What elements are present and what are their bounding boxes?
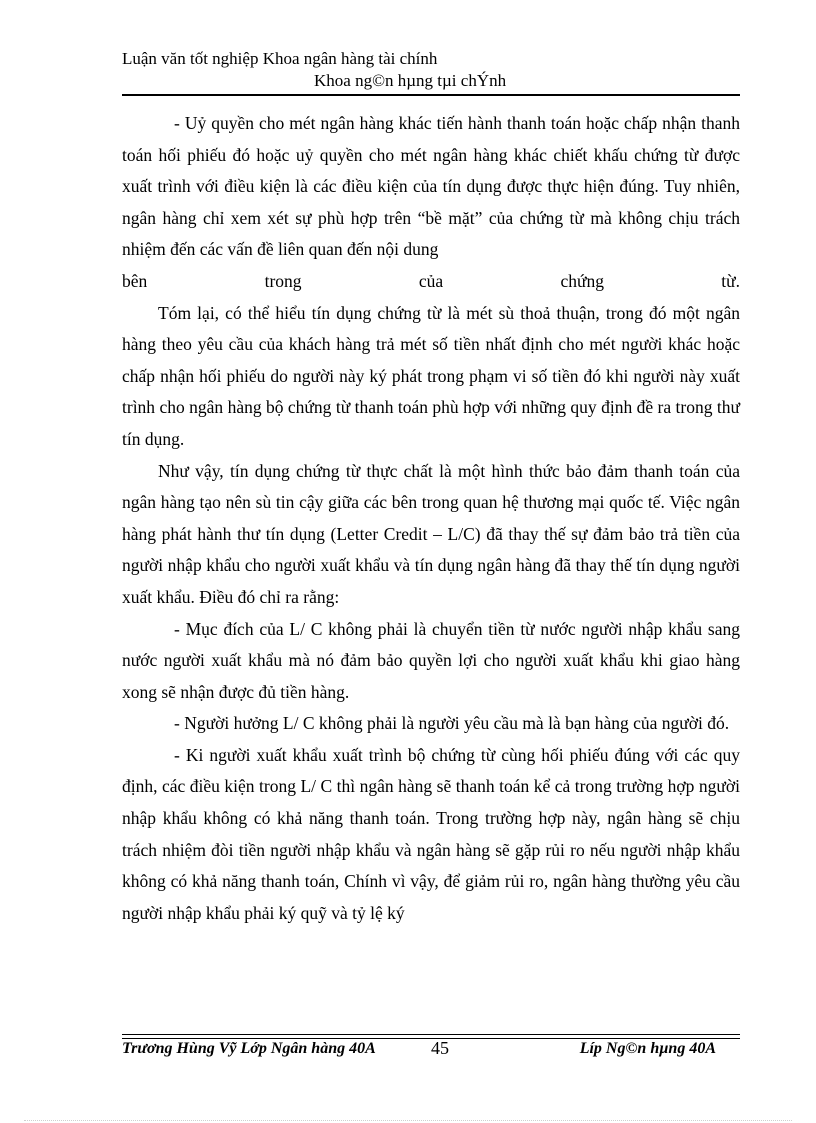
header-divider (122, 94, 740, 96)
page-footer (122, 1040, 740, 1064)
paragraph: Như vậy, tín dụng chứng từ thực chất là một hình thức bảo đảm thanh toán của ngân hàng tạo nên sù tin cậy giữa các bên trong quan hệ thương mại quốc tế. Việc ngân hàng phát hành thư tín dụng (Letter Credit – L/C) đã thay thế sự đảm bảo trả tiền của người nhập khẩu cho người xuất khẩu và tín dụng ngân hàng đã thay thế tín dụng người xuất khẩu. Điều đó chỉ ra rằng: (122, 460, 740, 607)
paragraph: - Uỷ quyền cho mét ngân hàng khác tiến hành thanh toán hoặc chấp nhận thanh toán hối phiếu đó hoặc uỷ quyền cho mét ngân hàng khác chiết khấu chứng từ được xuất trình với điều kiện là các điều kiện của tín dụng được thực hiện đúng. Tuy nhiên, ngân hàng chỉ xem xét sự phù hợp trên “bề mặt” của chứng từ mà không chịu trách nhiệm đến các vấn đề liên quan đến nội dung (122, 113, 740, 260)
paragraph: - Mục đích của L/ C không phải là chuyển tiền từ nước người nhập khẩu sang nước người xuất khẩu mà nó đảm bảo quyền lợi cho người xuất khẩu khi giao hàng xong sẽ nhận được đủ tiền hàng. (122, 618, 740, 702)
footer-class: Líp Ng©n hµng 40A (579, 1040, 716, 1057)
footer-author: Trương Hùng Vỹ Lớp Ngân hàng 40A (122, 1040, 376, 1057)
page-header (122, 48, 740, 92)
footer-divider (122, 1034, 740, 1035)
paragraph: - Người hưởng L/ C không phải là người yêu cầu mà là bạn hàng của người đó. (174, 713, 730, 734)
document-body (122, 108, 740, 929)
header-subtitle: Khoa ng©n hµng tµi chÝnh (314, 71, 507, 90)
paragraph: Tóm lại, có thể hiểu tín dụng chứng từ là mét sù thoả thuận, trong đó một ngân hàng theo yêu cầu của khách hàng trả mét số tiền nhất định cho mét người khác hoặc chấp nhận hối phiếu do người này ký phát trong phạm vi số tiền đó khi người này xuất trình cho ngân hàng bộ chứng từ thanh toán phù hợp với những quy định đề ra trong thư tín dụng. (122, 302, 740, 449)
page-edge (24, 1120, 792, 1121)
paragraph: - Ki người xuất khẩu xuất trình bộ chứng từ cùng hối phiếu đúng với các quy định, các điều kiện trong L/ C thì ngân hàng sẽ thanh toán kể cả trong trường hợp người nhập khẩu không có khả năng thanh toán. Trong trường hợp này, ngân hàng sẽ chịu trách nhiệm đòi tiền người nhập khẩu và ngân hàng sẽ gặp rủi ro nếu người nhập khẩu không có khả năng thanh toán, Chính vì vậy, để giảm rủi ro, ngân hàng thường yêu cầu người nhập khẩu phải ký quỹ và tỷ lệ ký (122, 744, 740, 923)
page-number: 45 (431, 1038, 449, 1058)
header-title: Luận văn tốt nghiệp Khoa ngân hàng tài chính (122, 49, 438, 68)
paragraph: bên trong của chứng từ. (122, 270, 740, 291)
